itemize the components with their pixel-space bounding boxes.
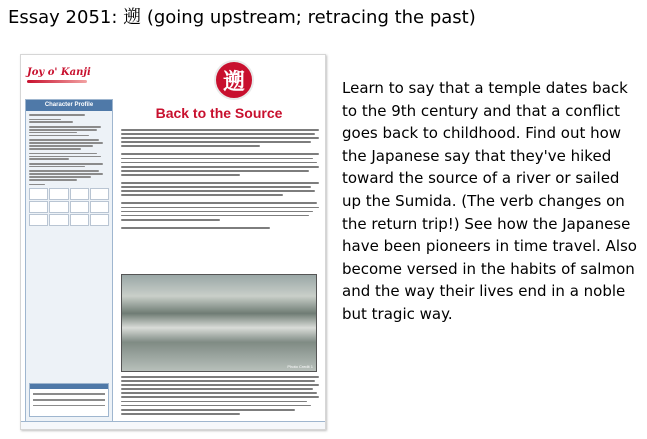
- photo-caption: [121, 376, 319, 417]
- sidebar-block: [29, 114, 109, 116]
- essay-thumbnail[interactable]: [20, 54, 326, 430]
- sidebar-block: [29, 163, 109, 167]
- sidebar-title: Character Profile: [26, 100, 112, 111]
- brand-swoosh: [27, 80, 87, 83]
- read-all-about-it-box: [29, 383, 109, 417]
- salmon-photo: [121, 274, 317, 372]
- sidebar-block: [29, 184, 109, 186]
- essay-headline: Back to the Source: [155, 105, 283, 121]
- sidebar-block: [29, 153, 109, 160]
- character-profile-sidebar: [25, 99, 113, 422]
- sidebar-block: [29, 139, 109, 149]
- kanji-badge: 遡: [214, 60, 254, 100]
- brand-logo: Joy o' Kanji: [27, 67, 91, 78]
- essay-description: Learn to say that a temple dates back to the 9th century and that a conflict goes back to childhood. Find out how the Japanese say that they've hiked toward the source of a river or sailed up the Sumida. (The verb changes on the return trip!) See how the Japanese have been pioneers in time travel. Also become versed in the habits of salmon and the way their lives end in a noble but tragic way.: [342, 79, 637, 323]
- sidebar-block: [29, 126, 109, 136]
- essay-title: Essay 2051: 遡 (going upstream; retracing the past): [8, 7, 476, 28]
- essay-body-text: [121, 129, 319, 231]
- sidebar-block: [29, 119, 109, 123]
- sidebar-block: [29, 170, 109, 180]
- page-footer: [21, 421, 325, 429]
- stroke-order-grid: [29, 188, 109, 226]
- photo-credit: Photo Credit 1: [287, 364, 313, 369]
